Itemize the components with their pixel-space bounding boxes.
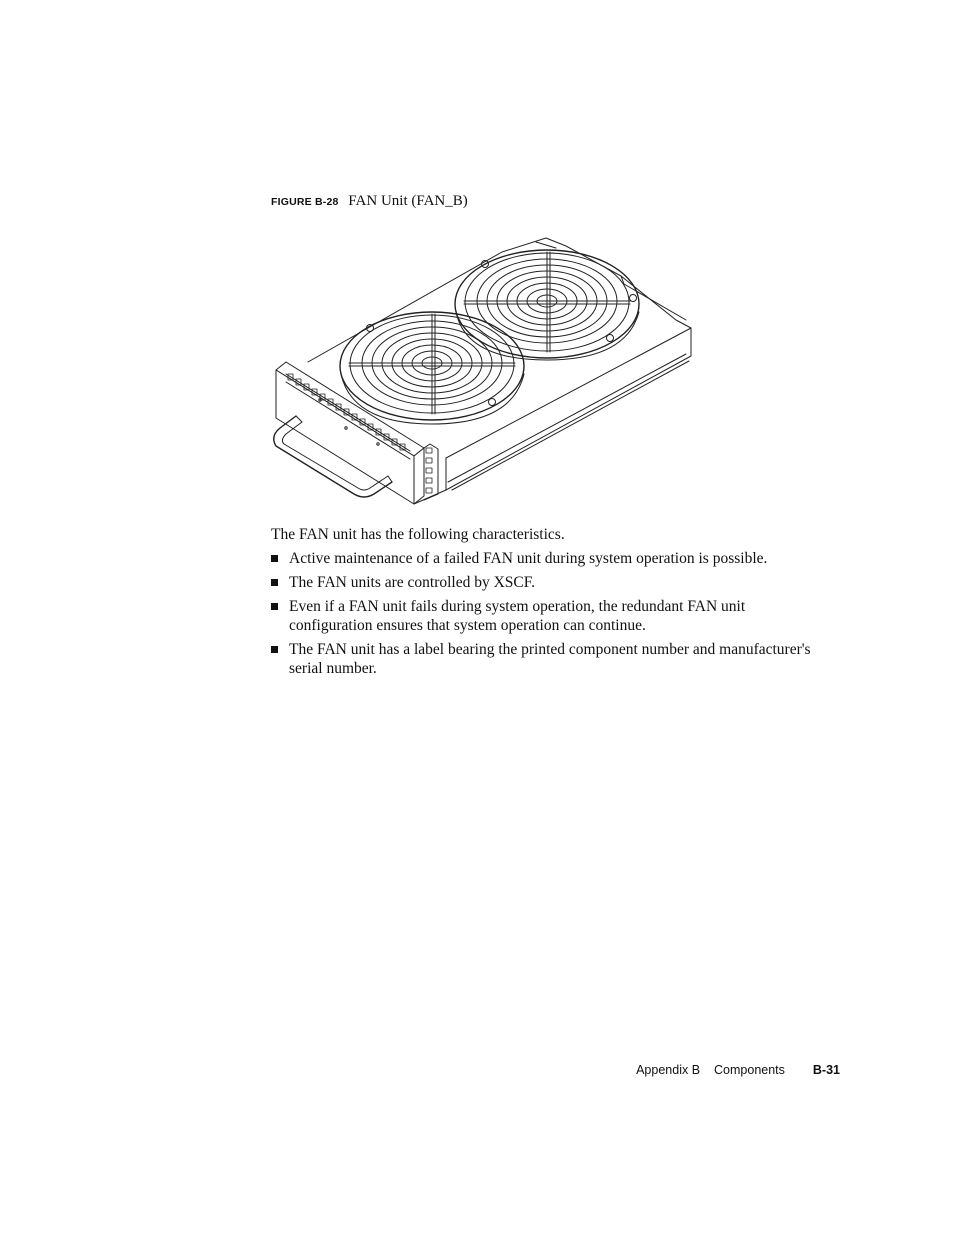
list-item: Active maintenance of a failed FAN unit during system operation is possible. <box>271 549 831 568</box>
front-panel <box>276 362 438 504</box>
bullet-icon <box>271 646 278 653</box>
page-number: B-31 <box>812 1063 840 1077</box>
list-item: Even if a FAN unit fails during system operation, the redundant FAN unit configuration ensures that system operation can continue. <box>271 597 831 635</box>
list-item: The FAN unit has a label bearing the printed component number and manufacturer's serial number. <box>271 640 831 678</box>
intro-text: The FAN unit has the following characteristics. <box>271 526 565 543</box>
characteristics-list <box>271 549 831 683</box>
fan-unit-illustration <box>266 232 698 512</box>
figure-title: FAN Unit (FAN_B) <box>348 193 468 209</box>
bullet-icon <box>271 555 278 562</box>
figure-caption <box>271 191 468 212</box>
front-fan <box>340 312 524 424</box>
footer-section: Appendix B <box>636 1063 701 1077</box>
list-item: The FAN units are controlled by XSCF. <box>271 573 831 592</box>
page-footer <box>560 1063 840 1077</box>
bullet-icon <box>271 603 278 610</box>
figure-number: FIGURE B-28 <box>271 196 339 208</box>
footer-chapter: Components <box>714 1063 785 1077</box>
bullet-icon <box>271 579 278 586</box>
